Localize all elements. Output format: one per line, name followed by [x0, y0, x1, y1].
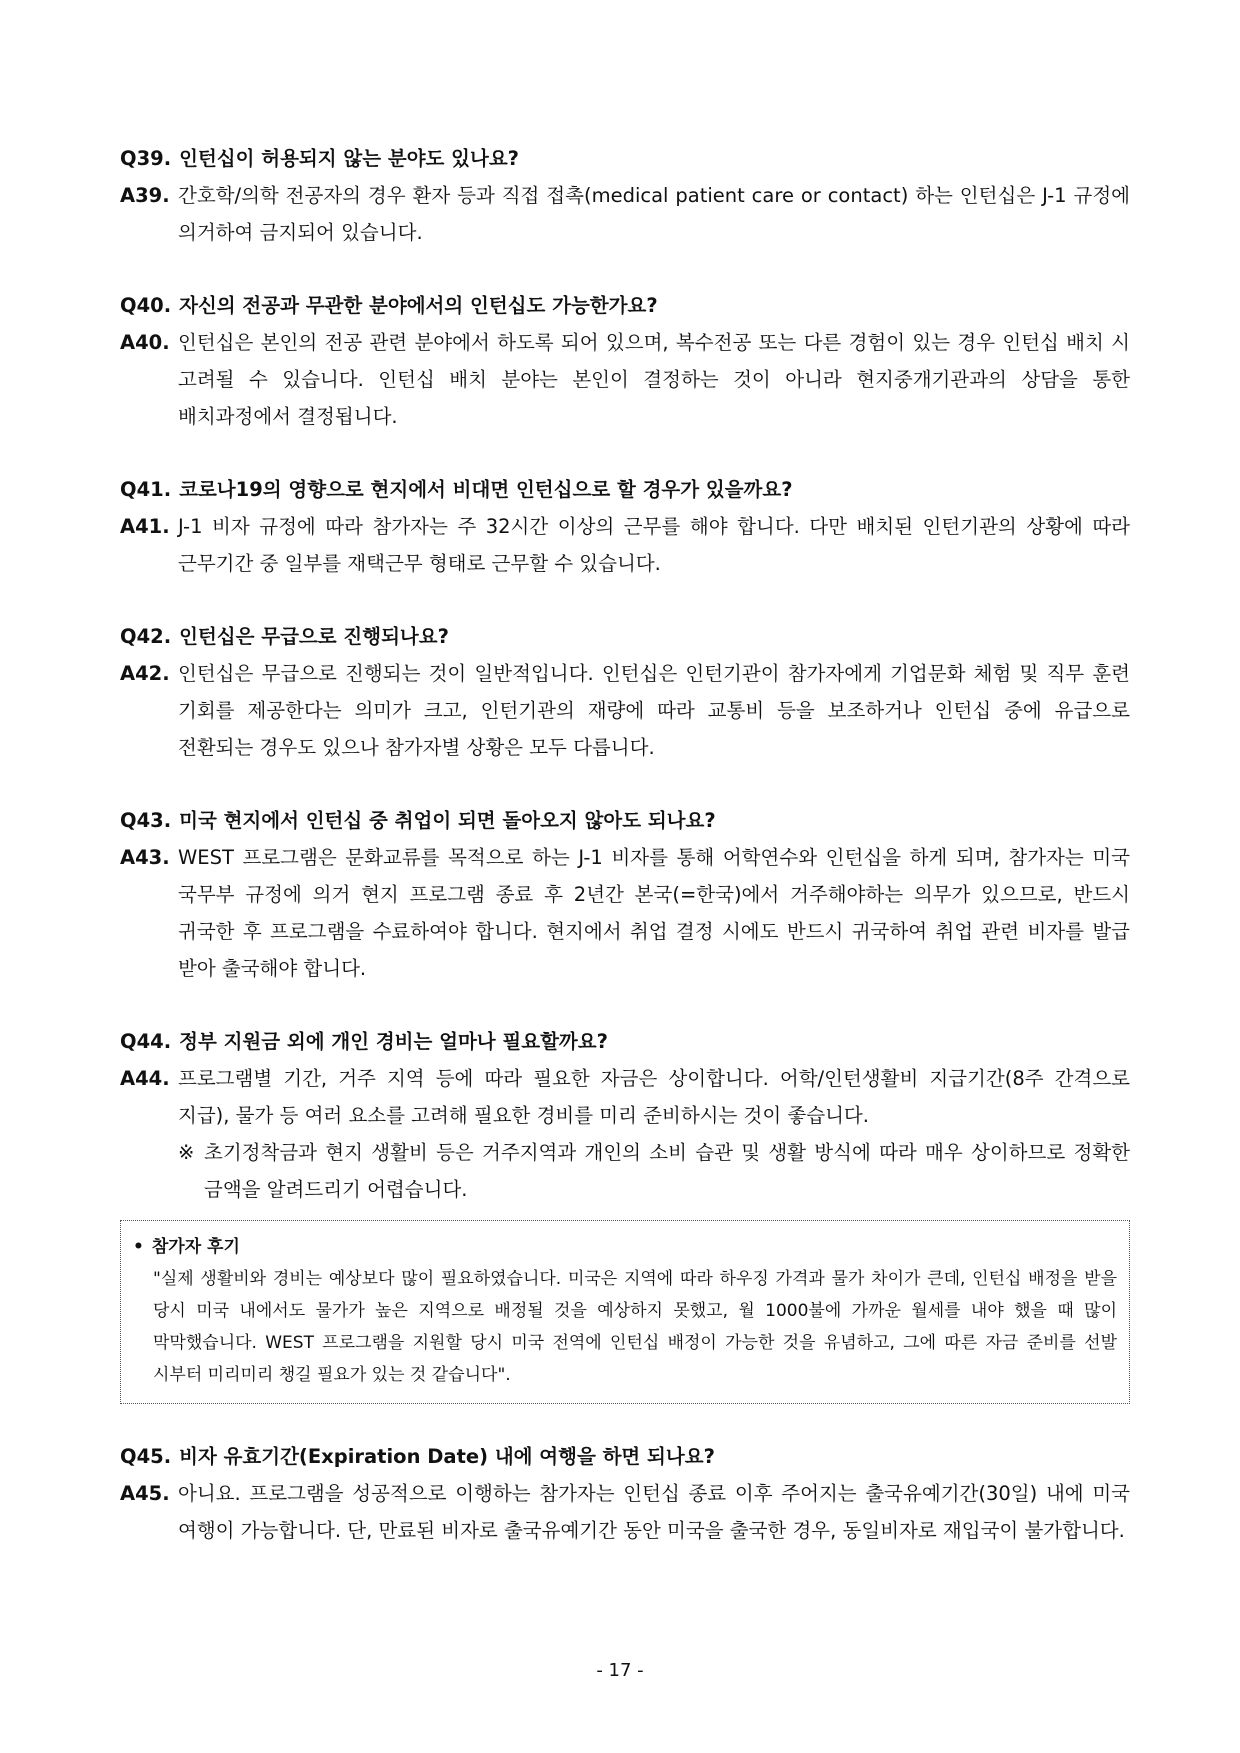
answer	[120, 177, 1130, 251]
question-number: Q45.	[120, 1445, 172, 1468]
answer-number: A43.	[120, 846, 170, 869]
question	[120, 287, 1130, 324]
review-title	[133, 1231, 1117, 1263]
answer-text: WEST 프로그램은 문화교류를 목적으로 하는 J-1 비자를 통해 어학연수와 인턴십을 하게 되며, 참가자는 미국 국무부 규정에 의거 현지 프로그램 종료 후 2년간 본국(=한국)에서 거주해야하는 의무가 있으므로, 반드시 귀국한 후 프로그램을 수료하여야 합니다. 현지에서 취업 결정 시에도 반드시 귀국하여 취업 관련 비자를 발급 받아 출국해야 합니다.	[178, 846, 1130, 980]
faq-item-q43	[120, 802, 1130, 987]
answer-number: A45.	[120, 1482, 170, 1505]
question	[120, 471, 1130, 508]
question-number: Q40.	[120, 294, 172, 317]
answer-number: A44.	[120, 1067, 170, 1090]
review-text: "실제 생활비와 경비는 예상보다 많이 필요하였습니다. 미국은 지역에 따라 하우징 가격과 물가 차이가 큰데, 인턴십 배정을 받을 당시 미국 내에서도 물가가 높은 지역으로 배정될 것을 예상하지 못했고, 월 1000불에 가까운 월세를 내야 했을 때 많이 막막했습니다. WEST 프로그램을 지원할 당시 미국 전역에 인턴십 배정이 가능한 것을 유념하고, 그에 따른 자금 준비를 선발 시부터 미리미리 챙길 필요가 있는 것 같습니다".	[153, 1269, 1117, 1385]
faq-item-q45	[120, 1438, 1130, 1549]
question-number: Q43.	[120, 809, 172, 832]
faq-page	[120, 140, 1130, 1585]
review-title-text: 참가자 후기	[151, 1237, 240, 1257]
question-text: 인턴십이 허용되지 않는 분야도 있나요?	[179, 147, 519, 170]
answer-number: A40.	[120, 331, 170, 354]
question-number: Q39.	[120, 147, 172, 170]
answer-text: 간호학/의학 전공자의 경우 환자 등과 직접 접촉(medical patient care or contact) 하는 인턴십은 J-1 규정에 의거하여 금지되어 있습니다.	[178, 184, 1130, 244]
answer-text: 프로그램별 기간, 거주 지역 등에 따라 필요한 자금은 상이합니다. 어학/인턴생활비 지급기간(8주 간격으로 지급), 물가 등 여러 요소를 고려해 필요한 경비를 미리 준비하시는 것이 좋습니다.	[178, 1067, 1130, 1127]
question-number: Q44.	[120, 1030, 172, 1053]
answer-number: A42.	[120, 662, 170, 685]
note-text: 초기정착금과 현지 생활비 등은 거주지역과 개인의 소비 습관 및 생활 방식에 따라 매우 상이하므로 정확한 금액을 알려드리기 어렵습니다.	[204, 1141, 1130, 1201]
answer	[120, 655, 1130, 766]
answer-number: A41.	[120, 515, 170, 538]
answer-number: A39.	[120, 184, 170, 207]
question-text: 비자 유효기간(Expiration Date) 내에 여행을 하면 되나요?	[179, 1445, 715, 1468]
answer-text: J-1 비자 규정에 따라 참가자는 주 32시간 이상의 근무를 해야 합니다. 다만 배치된 인턴기관의 상황에 따라 근무기간 중 일부를 재택근무 형태로 근무할 수 있습니다.	[178, 515, 1130, 575]
question	[120, 618, 1130, 655]
answer-text: 인턴십은 무급으로 진행되는 것이 일반적입니다. 인턴십은 인턴기관이 참가자에게 기업문화 체험 및 직무 훈련 기회를 제공한다는 의미가 크고, 인턴기관의 재량에 따라 교통비 등을 보조하거나 인턴십 중에 유급으로 전환되는 경우도 있으나 참가자별 상황은 모두 다릅니다.	[178, 662, 1130, 759]
question	[120, 1438, 1130, 1475]
answer	[120, 508, 1130, 582]
question-text: 자신의 전공과 무관한 분야에서의 인턴십도 가능한가요?	[179, 294, 658, 317]
answer	[120, 324, 1130, 435]
answer-note	[178, 1134, 1130, 1208]
answer	[120, 1475, 1130, 1549]
question-text: 코로나19의 영향으로 현지에서 비대면 인턴십으로 할 경우가 있을까요?	[179, 478, 793, 501]
answer	[120, 839, 1130, 987]
question-number: Q41.	[120, 478, 172, 501]
question-text: 인턴십은 무급으로 진행되나요?	[179, 625, 449, 648]
question	[120, 802, 1130, 839]
answer-text: 아니요. 프로그램을 성공적으로 이행하는 참가자는 인턴십 종료 이후 주어지는 출국유예기간(30일) 내에 미국 여행이 가능합니다. 단, 만료된 비자로 출국유예기간 동안 미국을 출국한 경우, 동일비자로 재입국이 불가합니다.	[178, 1482, 1130, 1542]
faq-item-q42	[120, 618, 1130, 766]
bullet-icon: •	[133, 1237, 144, 1257]
faq-item-q44	[120, 1023, 1130, 1208]
answer	[120, 1060, 1130, 1208]
question	[120, 1023, 1130, 1060]
answer-body	[178, 1060, 1130, 1208]
question-text: 미국 현지에서 인턴십 중 취업이 되면 돌아오지 않아도 되나요?	[179, 809, 716, 832]
question-text: 정부 지원금 외에 개인 경비는 얼마나 필요할까요?	[179, 1030, 608, 1053]
faq-item-q40	[120, 287, 1130, 435]
answer-text: 인턴십은 본인의 전공 관련 분야에서 하도록 되어 있으며, 복수전공 또는 다른 경험이 있는 경우 인턴십 배치 시 고려될 수 있습니다. 인턴십 배치 분야는 본인이 결정하는 것이 아니라 현지중개기관과의 상담을 통한 배치과정에서 결정됩니다.	[178, 331, 1130, 428]
page-number: - 17 -	[596, 1660, 644, 1681]
question	[120, 140, 1130, 177]
faq-item-q39	[120, 140, 1130, 251]
participant-review-box	[120, 1220, 1130, 1404]
reference-mark: ※	[178, 1141, 195, 1164]
faq-item-q41	[120, 471, 1130, 582]
question-number: Q42.	[120, 625, 172, 648]
